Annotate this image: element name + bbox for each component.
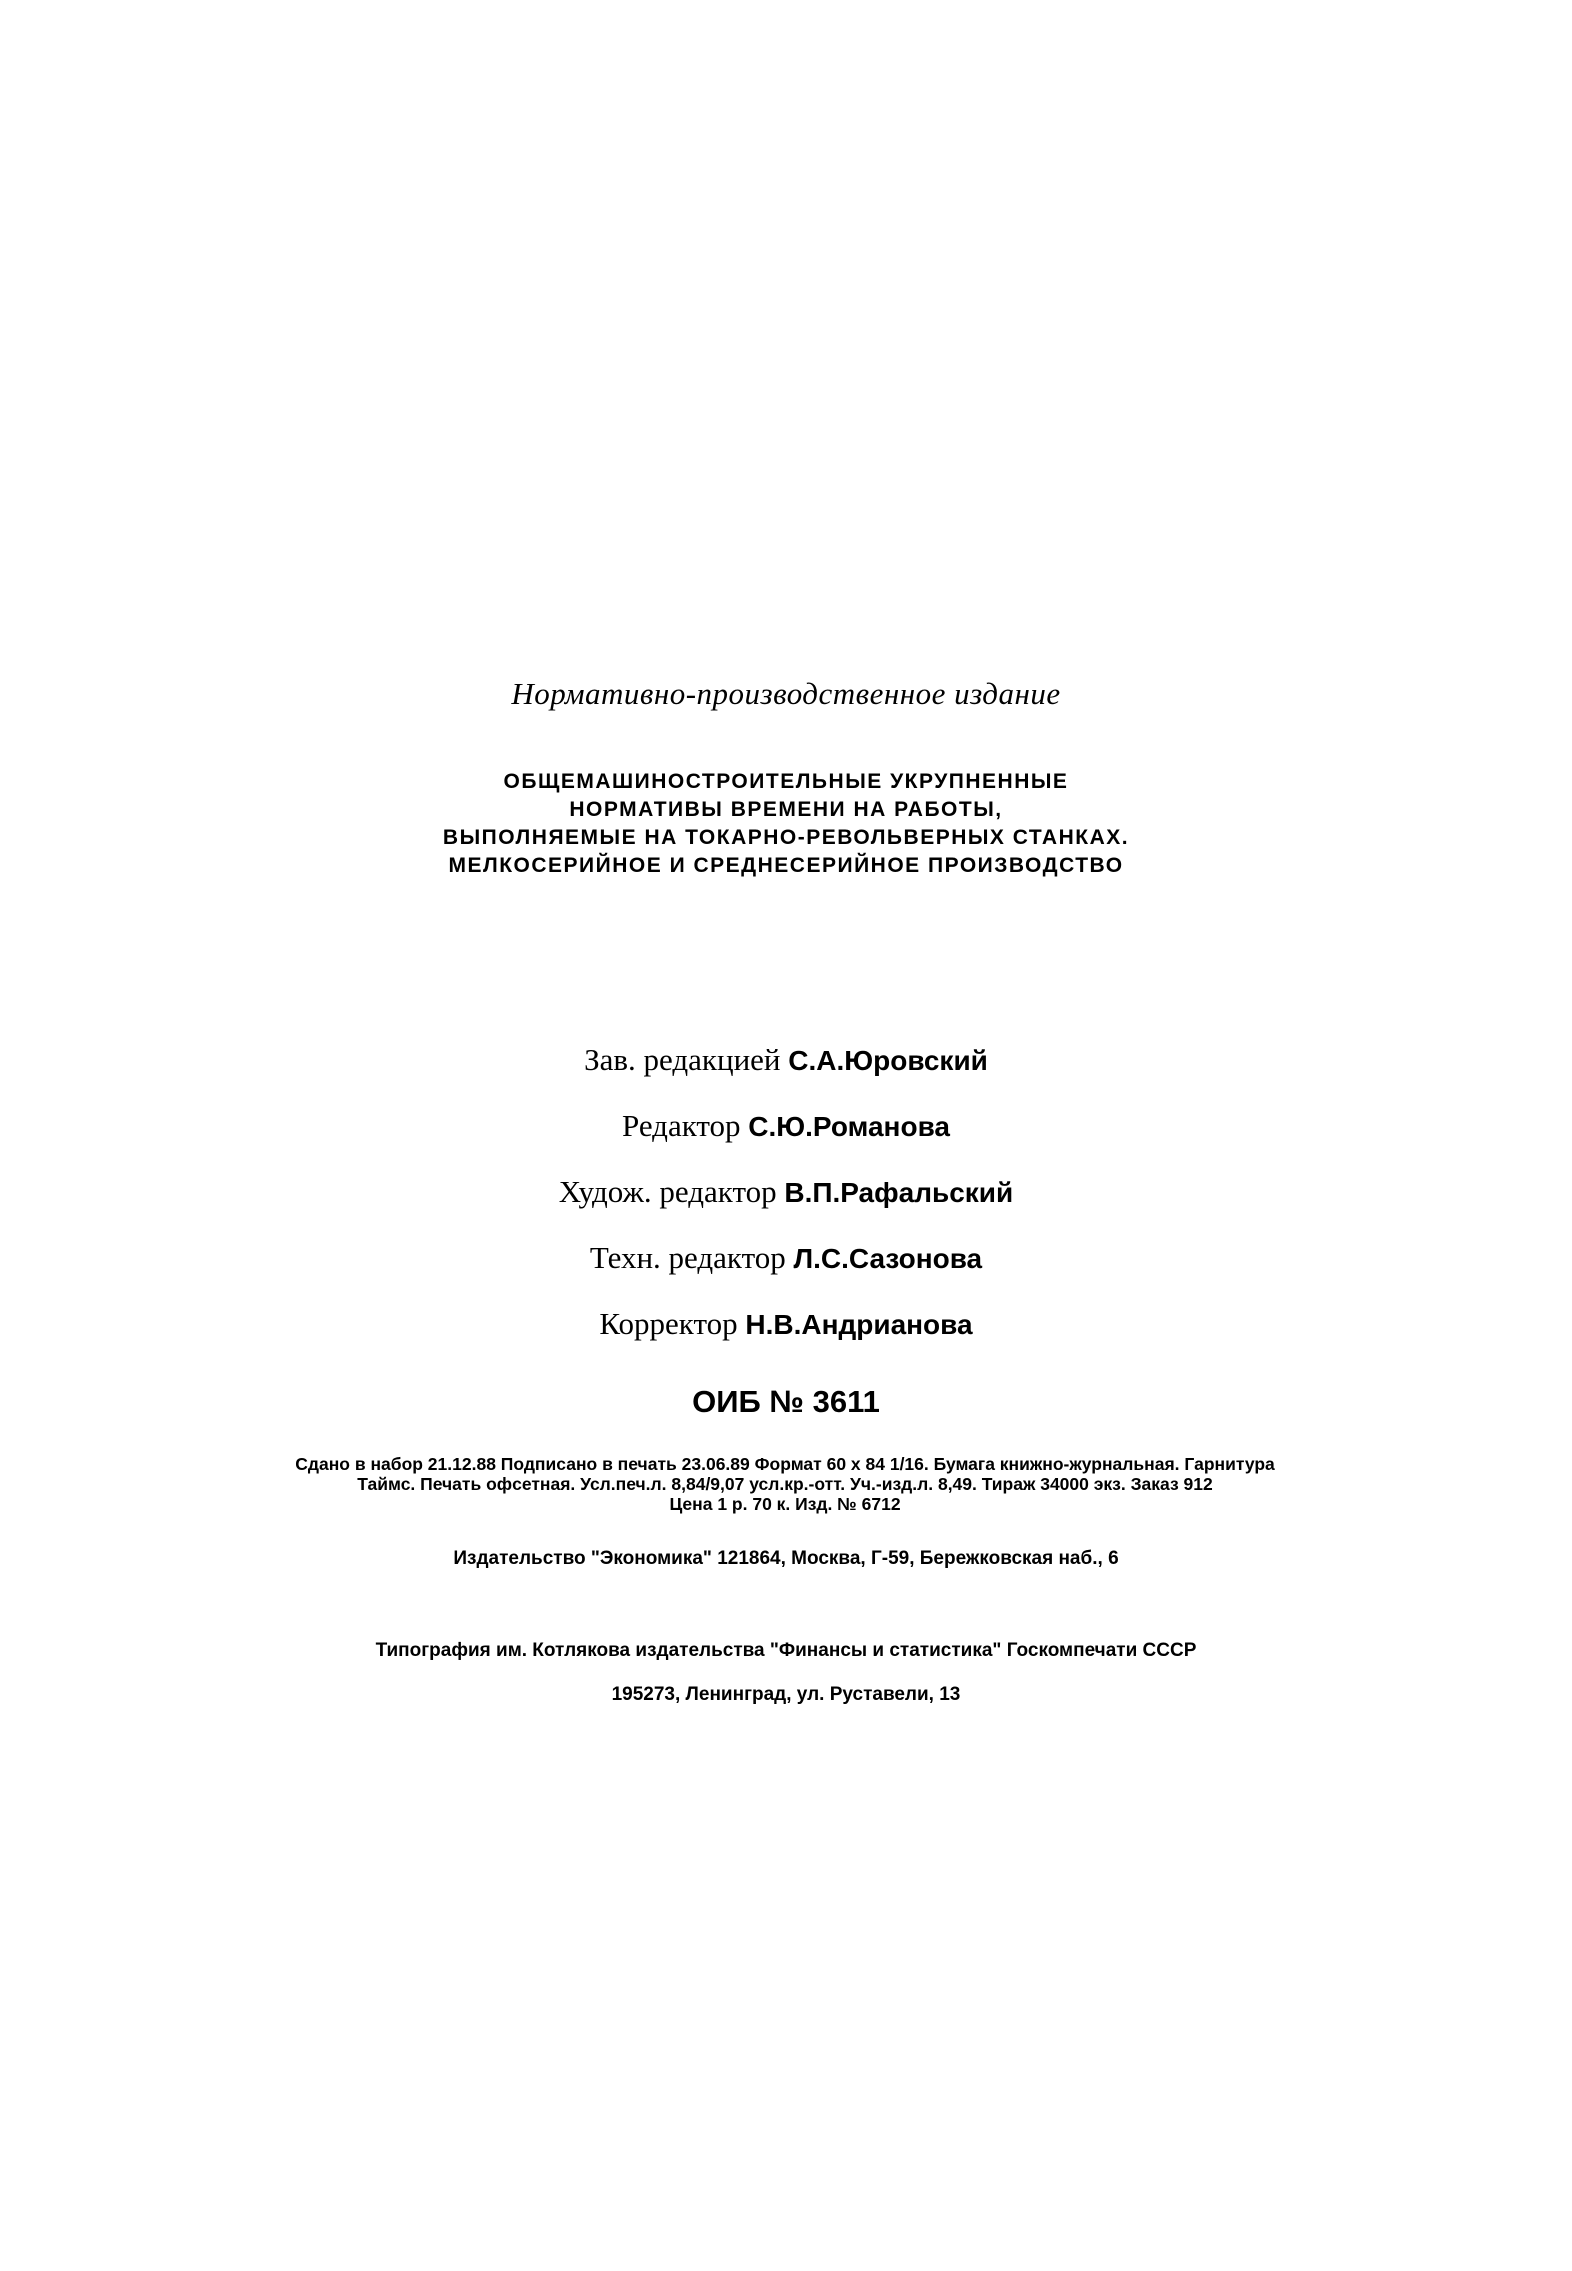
imprint-line: Таймс. Печать офсетная. Усл.печ.л. 8,84/9,07 усл.кр.-отт. Уч.-изд.л. 8,49. Тираж 34000 экз. Заказ 912 [357,1474,1213,1494]
credit-name: С.А.Юровский [788,1045,988,1076]
imprint-line: Цена 1 р. 70 к. Изд. № 6712 [669,1494,901,1514]
credit-editor [0,1104,1572,1170]
imprint-line: Сдано в набор 21.12.88 Подписано в печать 23.06.89 Формат 60 х 84 1/16. Бумага книжно-журнальная. Гарнитура [295,1454,1275,1474]
printer-name: Типография им. Котлякова издательства "Финансы и статистика" Госкомпечати СССР [375,1640,1197,1661]
credit-role: Техн. редактор [589,1240,786,1275]
credit-role: Корректор [599,1306,738,1341]
title-line: ВЫПОЛНЯЕМЫЕ НА ТОКАРНО-РЕВОЛЬВЕРНЫХ СТАНКАХ. [442,826,1130,849]
credit-name: В.П.Рафальский [784,1177,1014,1208]
imprint-details [110,1454,1460,1514]
credit-name: Н.В.Андрианова [745,1309,973,1340]
credit-name: Л.С.Сазонова [793,1243,983,1274]
credit-technical-editor [0,1236,1572,1302]
title-line: ОБЩЕМАШИНОСТРОИТЕЛЬНЫЕ УКРУПНЕННЫЕ [503,770,1069,793]
credit-head-of-editorial [0,1038,1572,1104]
printer-address: 195273, Ленинград, ул. Руставели, 13 [611,1684,961,1705]
credits-list [0,1038,1572,1368]
title-line: МЕЛКОСЕРИЙНОЕ И СРЕДНЕСЕРИЙНОЕ ПРОИЗВОДСТВО [448,854,1124,877]
book-title [0,768,1572,880]
credit-role: Худож. редактор [558,1174,777,1209]
credit-proofreader [0,1302,1572,1368]
edition-type: Нормативно-производственное издание [511,676,1061,711]
credit-art-editor [0,1170,1572,1236]
title-line: НОРМАТИВЫ ВРЕМЕНИ НА РАБОТЫ, [569,798,1003,821]
credit-role: Зав. редакцией [584,1042,781,1077]
oib-number: ОИБ № 3611 [692,1384,880,1419]
credit-name: С.Ю.Романова [748,1111,950,1142]
publisher-address: Издательство "Экономика" 121864, Москва, Г-59, Бережковская наб., 6 [453,1548,1119,1569]
credit-role: Редактор [622,1108,741,1143]
